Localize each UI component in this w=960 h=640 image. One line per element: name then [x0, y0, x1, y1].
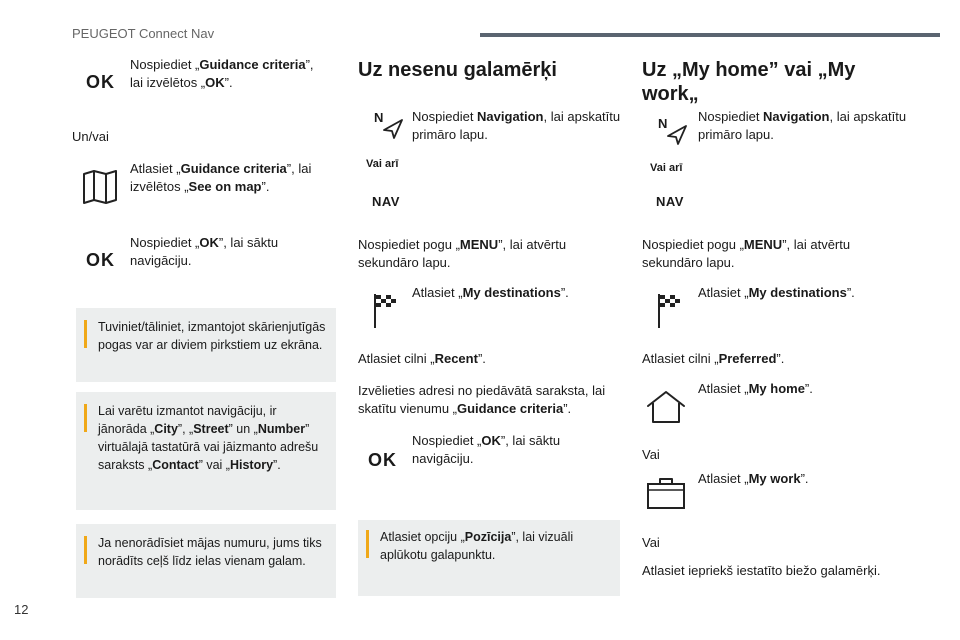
- nav-icon: NAV: [372, 194, 400, 209]
- note-text: Tuviniet/tāliniet, izmantojot skārienjutīgās pogas var ar diviem pirkstiem uz ekrāna.: [98, 320, 326, 352]
- briefcase-icon: [646, 476, 686, 510]
- checkered-flag-icon: [372, 292, 398, 330]
- col2-step-navigation: Nospiediet Navigation, lai apskatītu primāro lapu.: [412, 109, 621, 142]
- col1-step-start-nav: Nospiediet „OK”, lai sāktu navigāciju.: [130, 235, 279, 268]
- nav-icon: NAV: [656, 194, 684, 209]
- navigation-arrow-icon: [382, 118, 404, 142]
- running-header: PEUGEOT Connect Nav: [72, 26, 215, 41]
- ok-icon: OK: [86, 72, 115, 92]
- note-accent: [366, 530, 369, 558]
- col2-step-menu: Nospiediet pogu „MENU”, lai atvērtu sekundāro lapu.: [358, 237, 567, 270]
- navigation-arrow-icon: [666, 124, 688, 148]
- col3-step-menu: Nospiediet pogu „MENU”, lai atvērtu sekundāro lapu.: [642, 237, 851, 270]
- note-accent: [84, 536, 87, 564]
- col3-step-my-work: Atlasiet „My work”.: [698, 471, 809, 486]
- nav-letter: N: [374, 110, 384, 125]
- col3-or-2: Vai: [642, 535, 660, 550]
- note-accent: [84, 320, 87, 348]
- col3-step-navigation: Nospiediet Navigation, lai apskatītu primāro lapu.: [698, 109, 907, 142]
- note-house-number: [76, 524, 336, 598]
- or-label: Vai arī: [366, 158, 399, 170]
- note-address-input: [76, 392, 336, 510]
- map-icon: [82, 170, 118, 204]
- note-text: Atlasiet opciju „Pozīcija”, lai vizuāli aplūkotu galapunktu.: [380, 530, 574, 562]
- ok-icon: OK: [368, 450, 397, 470]
- col3-step-preferred-tab: Atlasiet cilni „Preferred”.: [642, 351, 785, 366]
- ok-icon: OK: [86, 250, 115, 270]
- page-number: 12: [14, 602, 29, 617]
- or-label: Vai arī: [650, 162, 683, 174]
- note-text: Lai varētu izmantot navigāciju, ir jānorāda „City”, „Street” un „Number” virtuālajā tastatūrā vai jāizmanto adrešu saraksts „Contact” vai „History”.: [98, 404, 319, 472]
- note-position: [358, 520, 620, 596]
- col1-or: Un/vai: [72, 129, 109, 144]
- section-title-home-work: Uz „My home” vai „My work„: [642, 59, 856, 105]
- header-rule: [480, 33, 940, 37]
- section-title-recent: Uz nesenu galamērķi: [358, 59, 557, 81]
- col3-step-preset: Atlasiet iepriekš iestatīto biežo galamērķi.: [642, 563, 881, 578]
- nav-letter: N: [658, 116, 668, 131]
- checkered-flag-icon: [656, 292, 682, 330]
- note-accent: [84, 404, 87, 432]
- note-text: Ja nenorādīsiet mājas numuru, jums tiks norādīts ceļš līdz ielas vienam galam.: [98, 536, 322, 568]
- col3-step-my-home: Atlasiet „My home”.: [698, 381, 813, 396]
- col2-step-start-nav: Nospiediet „OK”, lai sāktu navigāciju.: [412, 433, 561, 466]
- col1-step-guidance-map: Atlasiet „Guidance criteria”, lai izvēlētos „See on map”.: [130, 161, 312, 194]
- col3-or-1: Vai: [642, 447, 660, 462]
- col2-step-choose-address: Izvēlieties adresi no piedāvātā saraksta, lai skatītu vienumu „Guidance criteria”.: [358, 383, 606, 416]
- home-icon: [646, 390, 686, 424]
- col3-step-destinations: Atlasiet „My destinations”.: [698, 285, 855, 300]
- col1-step-guidance-ok: Nospiediet „Guidance criteria”, lai izvēlētos „OK”.: [130, 57, 314, 90]
- col2-step-recent-tab: Atlasiet cilni „Recent”.: [358, 351, 486, 366]
- col2-step-destinations: Atlasiet „My destinations”.: [412, 285, 569, 300]
- note-zoom: [76, 308, 336, 382]
